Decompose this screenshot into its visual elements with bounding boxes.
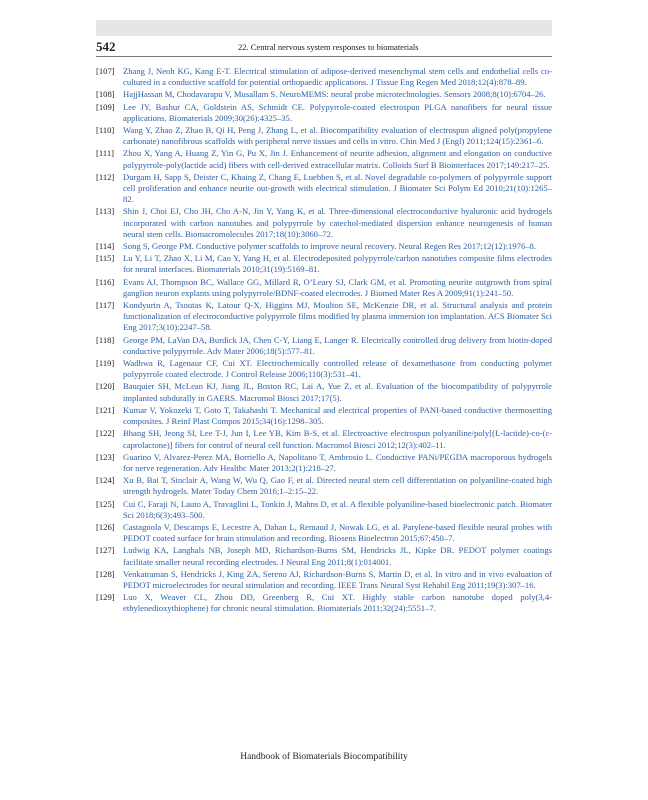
reference-number: [113] xyxy=(96,206,115,217)
reference-link[interactable]: Kumar V, Yokozeki T, Goto T, Takahashi T. Mechanical and electrical properties of PANI-based conductive thermosetting composites. J Reinf Plast Compos 2015;34(16):1298–305. xyxy=(123,404,552,427)
reference-number: [115] xyxy=(96,253,115,264)
reference-link[interactable]: Durgam H, Sapp S, Deister C, Khaing Z, Chang E, Luebben S, et al. Novel degradable co-polymers of polypyrrole support cell proliferation and enhance neurite out-growth with electrical stimulation. J Biomater Sci Polym Ed 2010;21(10):1265–82. xyxy=(123,171,552,205)
reference-number: [127] xyxy=(96,545,115,556)
reference-item xyxy=(96,277,552,299)
reference-link[interactable]: George PM, LaVan DA, Burdick JA, Chen C-Y, Liang E, Langer R. Electrically controlled drug delivery from biotin-doped conductive polypyrrole. Adv Mater 2006;18(5):577–81. xyxy=(123,334,552,356)
reference-link[interactable]: Bauquier SH, McLean KJ, Jiang JL, Boston RC, Lai A, Yue Z, et al. Evaluation of the biocompatibility of polypyrrole implanted subdurally in GAERS. Macromol Biosci 2017;17(5). xyxy=(123,381,552,403)
reference-link[interactable]: Castagnola V, Descamps E, Lecestre A, Dahan L, Remaud J, Nowak LG, et al. Parylene-based flexible neural probes with PEDOT coated surface for brain stimulation and recording. Biosens Bioelectron 2015;67:450–7. xyxy=(123,521,552,544)
reference-link[interactable]: Luo X, Weaver CL, Zhou DD, Greenberg R, Cui XT. Highly stable carbon nanotube doped poly(3,4-ethylenedioxythiophene) for chronic neural stimulation. Biomaterials 2011;32(24):5551–7. xyxy=(123,592,552,614)
reference-item xyxy=(96,569,552,591)
footer-book-title: Handbook of Biomaterials Biocompatibility xyxy=(240,752,408,762)
reference-item xyxy=(96,499,552,521)
reference-item xyxy=(96,428,552,450)
reference-link[interactable]: Wadhwa R, Lagenaur CF, Cui XT. Electrochemically controlled release of dexamethasone from conducting polymer polypyrrole coated electrode. J Control Release 2006;110(3):531–41. xyxy=(123,358,552,380)
reference-number: [112] xyxy=(96,171,115,182)
reference-item xyxy=(96,300,552,334)
reference-link[interactable]: Shin J, Choi EJ, Cho JH, Cho A-N, Jin Y, Yang K, et al. Three-dimensional electroconductive hyaluronic acid hydrogels incorporated with carbon nanotubes and polypyrrole by catechol-mediated dispersion enhance neurogenesis of human neural stem cells. Biomacromolecules 2017;18(10):3060–72. xyxy=(123,206,552,239)
reference-item xyxy=(96,172,552,206)
reference-item xyxy=(96,102,552,124)
reference-number: [108] xyxy=(96,89,115,100)
reference-item xyxy=(96,405,552,427)
reference-number: [126] xyxy=(96,521,115,532)
reference-link[interactable]: HajjHassan M, Chodavarapu V, Musallam S. NeuroMEMS: neural probe microtechnologies. Sensors 2008;8(10):6704–26. xyxy=(123,89,546,100)
reference-number: [123] xyxy=(96,451,115,462)
reference-link[interactable]: Zhou X, Yang A, Huang Z, Yin G, Pu X, Jin J. Enhancement of neurite adhesion, alignment and elongation on conductive polypyrrole-poly(lactide acid) fibers with cell-derived extracellular matrix. Colloids Surf B Biointerfaces 2017;149:217–25. xyxy=(123,148,552,170)
reference-number: [122] xyxy=(96,428,115,439)
reference-item xyxy=(96,241,552,252)
reference-number: [117] xyxy=(96,300,115,311)
reference-link[interactable]: Guarino V, Alvarez-Perez MA, Borriello A, Napolitano T, Ambrosio L. Conductive PANi/PEGDA macroporous hydrogels for nerve regeneration. Adv Healthc Mater 2013;2(1):218–27. xyxy=(123,451,552,473)
reference-number: [116] xyxy=(96,276,115,287)
running-title: 22. Central nervous system responses to biomaterials xyxy=(238,42,419,52)
reference-number: [119] xyxy=(96,358,115,369)
reference-number: [110] xyxy=(96,125,115,136)
reference-link[interactable]: Lee JY, Bashur CA, Goldstein AS, Schmidt CE. Polypyrrole-coated electrospun PLGA nanofibers for neural tissue applications. Biomaterials 2009;30(26):4325–35. xyxy=(123,101,552,123)
reference-item xyxy=(96,335,552,357)
reference-item xyxy=(96,125,552,147)
reference-item xyxy=(96,475,552,497)
reference-link[interactable]: Wang Y, Zhao Z, Zhao B, Qi H, Peng J, Zhang L, et al. Biocompatibility evaluation of electrospun aligned poly(propylene carbonate) nanofibrous scaffolds with peripheral nerve tissues and cells in vitro. Chin Med J (Engl) 2011;124(15):2361–6. xyxy=(123,125,552,147)
reference-number: [124] xyxy=(96,475,115,486)
reference-item xyxy=(96,381,552,403)
reference-link[interactable]: Venkatraman S, Hendricks J, King ZA, Sereno AJ, Richardson-Burns S, Martin D, et al. In vitro and in vivo evaluation of PEDOT microelectrodes for neural stimulation and recording. IEEE Trans Neural Syst Rehabil Eng 2011;19(3):307–16. xyxy=(123,568,552,590)
reference-number: [111] xyxy=(96,148,114,159)
reference-link[interactable]: Bhang SH, Jeong SI, Lee T-J, Jun I, Lee YB, Kim B-S, et al. Electroactive electrospun polyaniline/poly[(L-lactide)-co-(ε-caprolactone)] fibers for control of neural cell function. Macromol Biosci 2012;12(3):402–11. xyxy=(123,428,552,450)
reference-item xyxy=(96,545,552,567)
reference-item xyxy=(96,89,552,100)
reference-item xyxy=(96,522,552,544)
reference-link[interactable]: Cui C, Faraji N, Lauto A, Travaglini L, Tonkin J, Mahns D, et al. A flexible polyaniline-based bioelectronic patch. Biomater Sci 2018;6(3):493–500. xyxy=(123,498,552,520)
reference-item xyxy=(96,206,552,240)
reference-number: [120] xyxy=(96,381,115,392)
reference-item xyxy=(96,592,552,614)
reference-number: [125] xyxy=(96,498,115,509)
reference-number: [118] xyxy=(96,334,115,345)
reference-list xyxy=(96,66,552,616)
reference-link[interactable]: Evans AJ, Thompson BC, Wallace GG, Millard R, O’Leary SJ, Clark GM, et al. Promoting neurite outgrowth from spiral ganglion neuron explants using polypyrrole/BDNF-coated electrodes. J Biomed Mater Res A 2009;91(1):241–50. xyxy=(123,276,552,298)
reference-link[interactable]: Zhang J, Neoh KG, Kang E-T. Electrical stimulation of adipose-derived mesenchymal stem cells and endothelial cells co-cultured in a conductive scaffold for potential orthopaedic applications. J Tissue Eng Regen Med 2018;12(4):878–89. xyxy=(123,66,552,88)
page-header xyxy=(96,38,552,57)
reference-item xyxy=(96,253,552,275)
reference-link[interactable]: Ludwig KA, Langhals NB, Joseph MD, Richardson-Burns SM, Hendricks JL, Kipke DR. PEDOT polymer coatings facilitate smaller neural recording electrodes. J Neural Eng 2011;8(1):014001. xyxy=(123,545,552,567)
reference-item xyxy=(96,66,552,88)
reference-link[interactable]: Kondyurin A, Tsoutas K, Latour Q-X, Higgins MJ, Moulton SE, McKenzie DR, et al. Structural analysis and protein functionalization of electroconductive polypyrrole films modified by plasma immersion ion implantation. ACS Biomater Sci Eng 2017;3(10):2247–58. xyxy=(123,300,552,333)
reference-link[interactable]: Lu Y, Li T, Zhao X, Li M, Cao Y, Yang H, et al. Electrodeposited polypyrrole/carbon nanotubes composite films electrodes for neural interfaces. Biomaterials 2010;31(19):5169–81. xyxy=(123,253,552,275)
reference-number: [129] xyxy=(96,592,115,603)
header-bar xyxy=(96,20,552,36)
reference-link[interactable]: Xu B, Bai T, Sinclair A, Wang W, Wu Q, Gao F, et al. Directed neural stem cell differentiation on polyaniline-coated high strength hydrogels. Mater Today Chem 2016;1–2:15–22. xyxy=(123,475,552,497)
reference-number: [109] xyxy=(96,101,115,112)
reference-number: [121] xyxy=(96,404,115,415)
reference-item xyxy=(96,358,552,380)
reference-item xyxy=(96,148,552,170)
reference-number: [114] xyxy=(96,241,115,252)
reference-link[interactable]: Song S, George PM. Conductive polymer scaffolds to improve neural recovery. Neural Regen Res 2017;12(12):1976–8. xyxy=(123,241,536,252)
reference-number: [107] xyxy=(96,66,115,76)
reference-item xyxy=(96,452,552,474)
page-number: 542 xyxy=(96,39,116,54)
reference-number: [128] xyxy=(96,568,115,579)
